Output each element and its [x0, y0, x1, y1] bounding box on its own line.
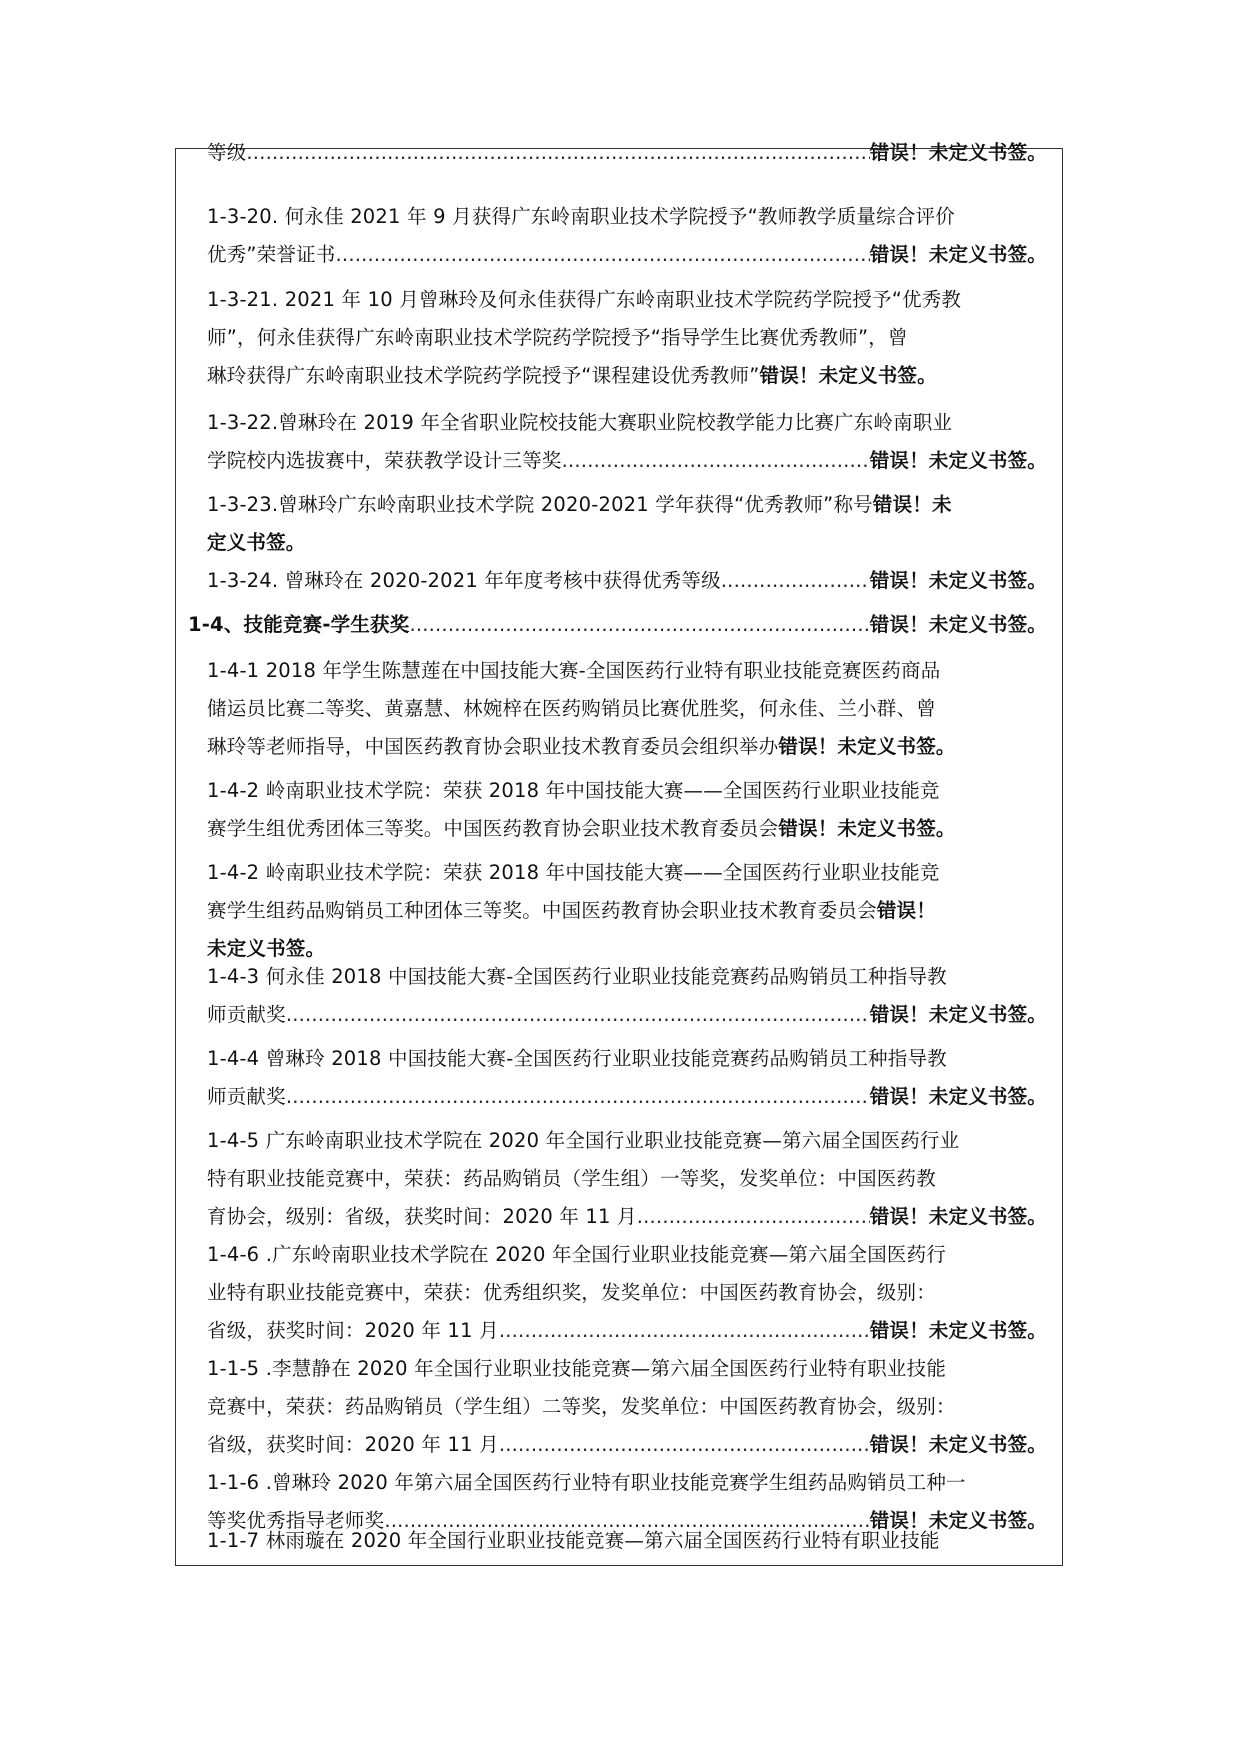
entry-text: 1-1-7 林雨璇在 2020 年全国行业职业技能竞赛—第六届全国医药行业特有职业技能	[207, 1529, 940, 1552]
entry-text: 师”，何永佳获得广东岭南职业技术学院药学院授予“指导学生比赛优秀教师”，曾	[207, 326, 908, 349]
entry-text: 师贡献奖	[207, 1085, 286, 1108]
bookmark-error: 定义书签。	[207, 531, 306, 554]
entry-text: 1-4-2 岭南职业技术学院：荣获 2018 年中国技能大赛——全国医药行业职业技能竞	[207, 861, 940, 884]
dot-leader	[721, 562, 870, 600]
entry-text: 省级，获奖时间：2020 年 11 月	[207, 1319, 499, 1342]
toc-entry[interactable]	[207, 404, 1047, 480]
dot-leader	[409, 606, 869, 644]
toc-section[interactable]	[188, 606, 1047, 644]
bookmark-error: 错误！未定义书签。	[869, 569, 1047, 592]
entry-text: 1-1-6 .曾琳玲 2020 年第六届全国医药行业特有职业技能竞赛学生组药品购销员工种一	[207, 1471, 966, 1494]
entry-text: 1-3-22.曾琳玲在 2019 年全省职业院校技能大赛职业院校教学能力比赛广东岭南职业	[207, 411, 953, 434]
entry-text: 学院校内选拔赛中，荣获教学设计三等奖	[207, 449, 562, 472]
toc-entry[interactable]	[207, 1236, 1047, 1350]
entry-text: 省级，获奖时间：2020 年 11 月	[207, 1433, 499, 1456]
entry-text: 1-4-6 .广东岭南职业技术学院在 2020 年全国行业职业技能竞赛—第六届全国医药行	[207, 1243, 947, 1266]
section-title: 1-4、技能竞赛-学生获奖	[188, 613, 410, 636]
entry-text: 赛学生组优秀团体三等奖。中国医药教育协会职业技术教育委员会	[207, 817, 779, 840]
entry-text: 1-4-5 广东岭南职业技术学院在 2020 年全国行业职业技能竞赛—第六届全国医药行业	[207, 1129, 960, 1152]
entry-text: 1-1-5 .李慧静在 2020 年全国行业职业技能竞赛—第六届全国医药行业特有职业技能	[207, 1357, 947, 1380]
entry-text: 业特有职业技能竞赛中，荣获：优秀组织奖，发奖单位：中国医药教育协会，级别：	[207, 1281, 936, 1304]
toc-entry[interactable]	[207, 958, 1047, 1034]
entry-text: 等奖优秀指导老师奖	[207, 1509, 385, 1532]
dot-leader	[286, 1078, 870, 1116]
entry-text: 特有职业技能竞赛中，荣获：药品购销员（学生组）一等奖，发奖单位：中国医药教	[207, 1167, 936, 1190]
entry-text: 师贡献奖	[207, 1003, 286, 1026]
toc-entry[interactable]	[207, 772, 1047, 848]
entry-text: 育协会，级别：省级，获奖时间：2020 年 11 月	[207, 1205, 637, 1228]
entry-text: 1-4-3 何永佳 2018 中国技能大赛-全国医药行业职业技能竞赛药品购销员工种指导教	[207, 965, 947, 988]
entry-text: 琳玲等老师指导，中国医药教育协会职业技术教育委员会组织举办	[207, 735, 779, 758]
bookmark-error: 错误！未定义书签。	[778, 735, 956, 758]
dot-leader	[286, 996, 870, 1034]
toc-entry[interactable]	[207, 854, 1047, 968]
toc-entry[interactable]	[207, 198, 1047, 274]
entry-text: 1-4-2 岭南职业技术学院：荣获 2018 年中国技能大赛——全国医药行业职业技能竞	[207, 779, 940, 802]
bookmark-error: 错误！未定义书签。	[759, 364, 937, 387]
dot-leader	[499, 1312, 870, 1350]
entry-text: 琳玲获得广东岭南职业技术学院药学院授予“课程建设优秀教师”	[207, 364, 760, 387]
bookmark-error: 错误！未定义书签。	[778, 817, 956, 840]
bookmark-error: 错误！未定义书签。	[869, 1003, 1047, 1026]
entry-text: 1-3-21. 2021 年 10 月曾琳玲及何永佳获得广东岭南职业技术学院药学院授予“优秀教	[207, 288, 962, 311]
entry-text: 1-4-4 曾琳玲 2018 中国技能大赛-全国医药行业职业技能竞赛药品购销员工种指导教	[207, 1047, 947, 1070]
toc-entry[interactable]	[207, 1350, 1047, 1464]
bookmark-error: 未定义书签。	[207, 937, 326, 960]
bookmark-error: 错误！未定义书签。	[869, 449, 1047, 472]
toc-entry[interactable]	[207, 134, 1047, 172]
dot-leader	[246, 134, 869, 172]
entry-text: 1-3-24. 曾琳玲在 2020-2021 年年度考核中获得优秀等级	[207, 569, 721, 592]
bookmark-error: 错误！未定义书签。	[869, 1085, 1047, 1108]
bookmark-error: 错误！未定义书签。	[869, 1319, 1047, 1342]
entry-text: 等级	[207, 141, 247, 164]
bookmark-error: 错误！未	[872, 493, 952, 516]
toc-entry[interactable]	[207, 1040, 1047, 1116]
bookmark-error: 错误！未定义书签。	[869, 243, 1047, 266]
toc-entry[interactable]	[207, 281, 1047, 395]
entry-text: 1-3-20. 何永佳 2021 年 9 月获得广东岭南职业技术学院授予“教师教学质量综合评价	[207, 205, 955, 228]
entry-text: 1-3-23.曾琳玲广东岭南职业技术学院 2020-2021 学年获得“优秀教师”称号错误！未	[207, 493, 952, 516]
bookmark-error: 错误！未定义书签。	[869, 1205, 1047, 1228]
bookmark-error: 错误！未定义书签。	[869, 1509, 1047, 1532]
entry-text: 储运员比赛二等奖、黄嘉慧、林婉梓在医药购销员比赛优胜奖，何永佳、兰小群、曾	[207, 697, 936, 720]
toc-entry[interactable]	[207, 652, 1047, 766]
entry-text: 优秀”荣誉证书	[207, 243, 336, 266]
bookmark-error: 错误！未定义书签。	[869, 141, 1047, 164]
toc-entry[interactable]	[207, 486, 1047, 562]
toc-entry[interactable]	[207, 1122, 1047, 1236]
bookmark-error: 错误！未定义书签。	[869, 613, 1047, 636]
entry-text: 1-4-1 2018 年学生陈慧莲在中国技能大赛-全国医药行业特有职业技能竞赛医药商品	[207, 659, 941, 682]
dot-leader	[637, 1198, 870, 1236]
toc-entry[interactable]	[207, 1522, 1047, 1560]
toc-entry[interactable]	[207, 562, 1047, 600]
dot-leader	[562, 442, 870, 480]
bookmark-error: 错误！	[876, 899, 936, 922]
entry-text: 赛学生组药品购销员工种团体三等奖。中国医药教育协会职业技术教育委员会错误！	[207, 899, 936, 922]
dot-leader	[336, 236, 870, 274]
entry-text: 竞赛中，荣获：药品购销员（学生组）二等奖，发奖单位：中国医药教育协会，级别：	[207, 1395, 956, 1418]
dot-leader	[499, 1426, 870, 1464]
bookmark-error: 错误！未定义书签。	[869, 1433, 1047, 1456]
